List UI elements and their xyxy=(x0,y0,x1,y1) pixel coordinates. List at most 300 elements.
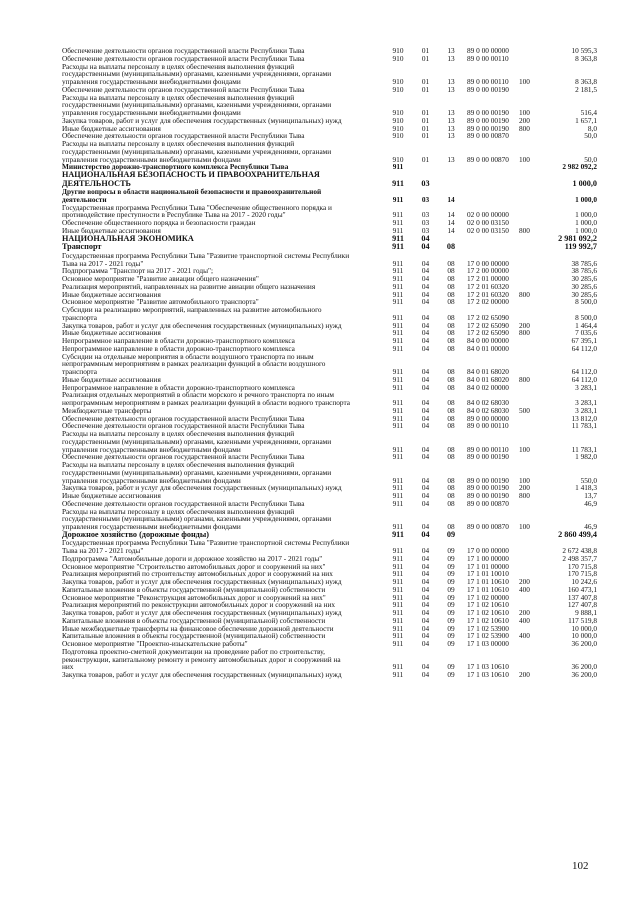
row-name-line: государственными (муниципальными) органами, казенными учреждениями, органами xyxy=(62,100,332,110)
row-name-line: Основное мероприятие "Реконструкция автомобильных дорог и сооружений на них" xyxy=(62,592,326,602)
subsection-code: 08 xyxy=(447,274,455,284)
row-name-line: Основное мероприятие "Проектно-изыскательские работы" xyxy=(62,639,248,649)
amount: 38 785,6 xyxy=(571,258,597,268)
ministry-code: 911 xyxy=(392,281,404,291)
amount: 2 181,5 xyxy=(575,84,597,94)
target-article: 17 1 01 10010 xyxy=(467,569,509,579)
target-article: 17 1 02 10610 xyxy=(467,600,509,610)
table-row xyxy=(62,671,597,679)
ministry-code: 911 xyxy=(392,297,404,307)
target-article: 17 2 01 00000 xyxy=(467,274,509,284)
section-code: 04 xyxy=(421,631,430,641)
target-article: 89 0 00 00190 xyxy=(467,115,509,125)
subsection-code: 09 xyxy=(447,623,455,633)
amount: 13 812,0 xyxy=(571,413,597,423)
section-code: 04 xyxy=(421,615,430,625)
expense-type: 400 xyxy=(519,615,530,625)
row-name-line: Подготовка проектно-сметной документации на проведение работ по строительству, xyxy=(62,646,325,656)
expense-type: 800 xyxy=(519,328,530,338)
ministry-code: 911 xyxy=(392,233,404,243)
section-code: 04 xyxy=(421,662,430,672)
subsection-code: 14 xyxy=(447,218,455,228)
section-code: 04 xyxy=(421,491,430,501)
target-article: 17 1 02 10610 xyxy=(467,608,509,618)
row-name-line: Реализация отдельных мероприятий в области морского и речного транспорта по иным xyxy=(62,390,335,400)
amount: 1 000,0 xyxy=(575,225,597,235)
amount: 30 285,6 xyxy=(571,281,597,291)
expense-type: 800 xyxy=(519,491,530,501)
section-code: 03 xyxy=(421,218,430,228)
target-article: 02 0 00 03150 xyxy=(467,218,509,228)
target-article: 89 0 00 00870 xyxy=(467,522,509,532)
ministry-code: 911 xyxy=(392,444,404,454)
section-code: 04 xyxy=(421,608,430,618)
amount: 1 000,0 xyxy=(572,178,597,188)
subsection-code: 13 xyxy=(447,84,455,94)
row-name-line: Закупка товаров, работ и услуг для обеспечения государственных (муниципальных) нужд xyxy=(62,577,342,587)
ministry-code: 911 xyxy=(392,592,404,602)
target-article: 17 1 03 10610 xyxy=(467,662,509,672)
amount: 50,0 xyxy=(584,131,597,141)
table-row xyxy=(62,306,597,322)
section-code: 04 xyxy=(421,281,430,291)
amount: 8,0 xyxy=(587,123,597,133)
table-row xyxy=(62,188,597,204)
subsection-code: 13 xyxy=(447,53,455,63)
row-name-line: Расходы на выплаты персоналу в целях обеспечения выполнения функций xyxy=(62,506,295,516)
table-row xyxy=(62,353,597,376)
subsection-code: 08 xyxy=(447,367,455,377)
expense-type: 200 xyxy=(519,608,530,618)
table-row xyxy=(62,430,597,453)
subsection-code: 08 xyxy=(446,242,456,252)
target-article: 84 0 00 00000 xyxy=(467,336,509,346)
row-name-line: Иные бюджетные ассигнования xyxy=(62,374,161,384)
target-article: 89 0 00 00190 xyxy=(467,84,509,94)
amount: 10 000,0 xyxy=(571,623,597,633)
subsection-code: 08 xyxy=(447,491,455,501)
section-code: 01 xyxy=(421,46,430,55)
section-code: 04 xyxy=(421,483,430,493)
target-article: 17 1 02 53900 xyxy=(467,623,509,633)
expense-type: 100 xyxy=(519,108,530,117)
section-code: 04 xyxy=(421,452,430,462)
amount: 119 992,7 xyxy=(564,242,597,252)
target-article: 17 1 02 00000 xyxy=(467,592,509,602)
ministry-code: 910 xyxy=(392,154,404,164)
table-row xyxy=(62,508,597,531)
row-name-line: государственными (муниципальными) органами, казенными учреждениями, органами xyxy=(62,436,332,446)
row-name-line: управления государственными внебюджетными фондами xyxy=(62,77,241,86)
row-name-line: Обеспечение деятельности органов государственной власти Республики Тыва xyxy=(62,421,305,431)
amount: 50,0 xyxy=(584,154,597,164)
target-article: 89 0 00 00110 xyxy=(467,77,509,86)
ministry-code: 911 xyxy=(392,553,404,563)
section-code: 04 xyxy=(421,398,430,408)
amount: 13,7 xyxy=(584,491,597,501)
section-code: 04 xyxy=(421,623,430,633)
ministry-code: 911 xyxy=(392,178,404,188)
ministry-code: 911 xyxy=(392,336,404,346)
section-code: 03 xyxy=(421,225,430,235)
amount: 3 283,1 xyxy=(575,398,597,408)
ministry-code: 911 xyxy=(392,320,404,330)
ministry-code: 911 xyxy=(392,529,404,539)
subsection-code: 09 xyxy=(447,553,455,563)
amount: 8 500,0 xyxy=(575,297,597,307)
section-code: 04 xyxy=(421,639,430,649)
target-article: 89 0 00 00000 xyxy=(467,46,509,55)
row-name-line: Капитальные вложения в объекты государственной (муниципальной) собственности xyxy=(62,631,326,641)
target-article: 89 0 00 00870 xyxy=(467,498,509,508)
target-article: 84 0 02 68030 xyxy=(467,405,509,415)
amount: 46,9 xyxy=(584,522,597,532)
row-name-line: Обеспечение деятельности органов государственной власти Республики Тыва xyxy=(62,84,305,94)
row-name-line: Обеспечение деятельности органов государственной власти Республики Тыва xyxy=(62,498,305,508)
amount: 36 200,0 xyxy=(571,670,597,680)
amount: 64 112,0 xyxy=(571,367,597,377)
expense-type: 800 xyxy=(519,225,530,235)
amount: 3 283,1 xyxy=(575,382,597,392)
target-article: 17 1 01 10610 xyxy=(467,577,509,587)
section-code: 04 xyxy=(421,374,430,384)
amount: 170 715,8 xyxy=(567,569,597,579)
section-code: 01 xyxy=(421,131,430,141)
subsection-code: 08 xyxy=(447,398,455,408)
table-row xyxy=(62,140,597,163)
row-name-line: Подпрограмма "Транспорт на 2017 - 2021 годы"; xyxy=(62,266,213,276)
subsection-code: 08 xyxy=(447,421,455,431)
subsection-code: 09 xyxy=(446,529,456,539)
section-code: 04 xyxy=(421,444,430,454)
ministry-code: 910 xyxy=(392,115,404,125)
row-name-line: НАЦИОНАЛЬНАЯ ЭКОНОМИКА xyxy=(62,233,194,243)
section-code: 01 xyxy=(421,123,430,133)
subsection-code: 14 xyxy=(447,225,455,235)
expense-type: 400 xyxy=(519,631,530,641)
expense-type: 500 xyxy=(519,405,530,415)
section-code: 04 xyxy=(421,584,430,594)
row-name-line: Непрограммное направление в области дорожно-транспортного комплекса xyxy=(62,382,295,392)
expense-type: 800 xyxy=(519,374,530,384)
row-name-line: Обеспечение общественного порядка и безопасности граждан xyxy=(62,218,256,228)
subsection-code: 09 xyxy=(447,600,455,610)
row-name-line: Основное мероприятие "Развитие авиации общего назначения" xyxy=(62,274,259,284)
row-name-line: управления государственными внебюджетными фондами xyxy=(62,444,241,454)
row-name-line: Закупка товаров, работ и услуг для обеспечения государственных (муниципальных) нужд xyxy=(62,483,342,493)
ministry-code: 911 xyxy=(392,639,404,649)
row-name-line: Обеспечение деятельности органов государственной власти Республики Тыва xyxy=(62,53,305,63)
target-article: 89 0 00 00190 xyxy=(467,108,509,117)
ministry-code: 911 xyxy=(392,367,404,377)
row-name-line: деятельности xyxy=(62,194,107,204)
amount: 30 285,6 xyxy=(571,289,597,299)
target-article: 84 0 02 68030 xyxy=(467,398,509,408)
section-code: 01 xyxy=(421,115,430,125)
row-name-line: Обеспечение деятельности органов государственной власти Республики Тыва xyxy=(62,46,305,55)
ministry-code: 911 xyxy=(392,258,404,268)
row-name-line: непрограммным мероприятиям в рамках реализации функций в области воздушного xyxy=(62,359,326,369)
target-article: 17 2 00 00000 xyxy=(467,266,509,276)
row-name xyxy=(62,171,384,188)
row-name-line: Транспорт xyxy=(62,242,102,252)
row-name-line: Субсидии на реализацию мероприятий, направленных на развитие автомобильного xyxy=(62,305,322,315)
subsection-code: 08 xyxy=(447,452,455,462)
subsection-code: 08 xyxy=(447,343,455,353)
section-code: 04 xyxy=(421,475,430,485)
row-name-line: Тыва на 2017 - 2021 годы" xyxy=(62,258,144,268)
ministry-code: 911 xyxy=(392,343,404,353)
target-article: 02 0 00 03150 xyxy=(467,225,509,235)
row-name xyxy=(62,353,384,376)
expense-type: 100 xyxy=(519,475,530,485)
ministry-code: 911 xyxy=(392,569,404,579)
subsection-code: 09 xyxy=(447,569,455,579)
amount: 10 595,3 xyxy=(571,46,597,55)
amount: 7 035,6 xyxy=(575,328,597,338)
subsection-code: 08 xyxy=(447,483,455,493)
row-name-line: государственными (муниципальными) органами, казенными учреждениями, органами xyxy=(62,146,332,156)
ministry-code: 911 xyxy=(392,577,404,587)
table-row xyxy=(62,391,597,407)
subsection-code: 14 xyxy=(447,210,455,220)
section-code: 04 xyxy=(421,336,430,346)
row-name-line: Реализация мероприятий по реконструкции автомобильных дорог и сооружений на них xyxy=(62,600,336,610)
row-name-line: Подпрограмма "Автомобильные дороги и дорожное хозяйство на 2017 - 2021 годы" xyxy=(62,553,323,563)
amount: 64 112,0 xyxy=(571,374,597,384)
row-name-line: управления государственными внебюджетными фондами xyxy=(62,154,241,164)
row-name xyxy=(62,671,384,679)
amount: 117 519,8 xyxy=(568,615,597,625)
table-row xyxy=(62,235,597,244)
section-code: 04 xyxy=(421,258,430,268)
ministry-code: 911 xyxy=(392,398,404,408)
row-name-line: Дорожное хозяйство (дорожные фонды) xyxy=(62,529,209,539)
subsection-code: 09 xyxy=(447,631,455,641)
section-code: 04 xyxy=(421,421,430,431)
row-name-line: ДЕЯТЕЛЬНОСТЬ xyxy=(62,178,131,188)
section-code: 04 xyxy=(421,529,430,539)
subsection-code: 08 xyxy=(447,320,455,330)
amount: 11 783,1 xyxy=(571,444,597,454)
row-name-line: Иные бюджетные ассигнования xyxy=(62,491,161,501)
subsection-code: 14 xyxy=(447,194,455,204)
row-name-line: Расходы на выплаты персоналу в целях обеспечения выполнения функций xyxy=(62,429,295,439)
expense-type: 100 xyxy=(519,154,530,164)
amount: 1 418,3 xyxy=(575,483,597,493)
row-name xyxy=(62,306,384,322)
table-row xyxy=(62,63,597,86)
row-name-line: управления государственными внебюджетными фондами xyxy=(62,475,241,485)
row-name xyxy=(62,461,384,484)
target-article: 17 1 02 53900 xyxy=(467,631,509,641)
amount: 1 000,0 xyxy=(575,194,597,204)
amount: 2 982 092,2 xyxy=(562,162,597,172)
row-name-line: реконструкции, капитальному ремонту и ремонту автомобильных дорог и сооружений на xyxy=(62,654,341,664)
subsection-code: 08 xyxy=(447,522,455,532)
table-row xyxy=(62,171,597,188)
row-name xyxy=(62,63,384,86)
subsection-code: 08 xyxy=(447,382,455,392)
row-name xyxy=(62,508,384,531)
subsection-code: 08 xyxy=(447,328,455,338)
subsection-code: 09 xyxy=(447,592,455,602)
subsection-code: 13 xyxy=(447,77,455,86)
expense-type: 200 xyxy=(519,115,530,125)
subsection-code: 09 xyxy=(447,615,455,625)
amount: 1 657,1 xyxy=(575,115,597,125)
section-code: 04 xyxy=(421,592,430,602)
target-article: 89 0 00 00870 xyxy=(467,154,509,164)
ministry-code: 911 xyxy=(392,498,404,508)
section-code: 03 xyxy=(421,194,430,204)
ministry-code: 911 xyxy=(392,662,404,672)
amount: 1 000,0 xyxy=(575,210,597,220)
subsection-code: 13 xyxy=(447,46,455,55)
amount: 64 112,0 xyxy=(571,343,597,353)
subsection-code: 09 xyxy=(447,546,455,556)
subsection-code: 08 xyxy=(447,444,455,454)
ministry-code: 911 xyxy=(392,452,404,462)
expense-type: 800 xyxy=(519,289,530,299)
ministry-code: 911 xyxy=(392,289,404,299)
section-code: 04 xyxy=(421,343,430,353)
row-name-line: управления государственными внебюджетными фондами xyxy=(62,522,241,532)
subsection-code: 13 xyxy=(447,115,455,125)
target-article: 89 0 00 00190 xyxy=(467,483,509,493)
budget-table xyxy=(62,47,597,679)
row-name-line: Тыва на 2017 - 2021 годы" xyxy=(62,546,144,556)
row-name-line: Непрограммное направление в области дорожно-транспортного комплекса xyxy=(62,343,295,353)
amount: 2 981 092,2 xyxy=(558,233,597,243)
expense-type: 200 xyxy=(519,483,530,493)
subsection-code: 08 xyxy=(447,336,455,346)
row-name xyxy=(62,235,384,244)
expense-type: 100 xyxy=(519,77,530,86)
expense-type: 100 xyxy=(519,522,530,532)
subsection-code: 08 xyxy=(447,405,455,415)
target-article: 17 1 03 00000 xyxy=(467,639,509,649)
row-name-line: Капитальные вложения в объекты государственной (муниципальной) собственности xyxy=(62,615,326,625)
table-row xyxy=(62,252,597,268)
subsection-code: 09 xyxy=(447,608,455,618)
subsection-code: 09 xyxy=(447,561,455,571)
row-name-line: Государственная программа Республики Тыва "Обеспечение общественного порядка и xyxy=(62,202,332,212)
row-name xyxy=(62,204,384,220)
target-article: 17 1 00 00000 xyxy=(467,553,509,563)
subsection-code: 08 xyxy=(447,498,455,508)
target-article: 84 0 01 68020 xyxy=(467,374,509,384)
amount: 550,0 xyxy=(580,475,597,485)
row-name xyxy=(62,430,384,453)
ministry-code: 910 xyxy=(392,84,404,94)
subsection-code: 09 xyxy=(447,639,455,649)
subsection-code: 08 xyxy=(447,475,455,485)
ministry-code: 911 xyxy=(392,615,404,625)
amount: 11 783,1 xyxy=(571,421,597,431)
row-name-line: Основное мероприятие "Строительство автомобильных дорог и сооружений на них" xyxy=(62,561,326,571)
amount: 516,4 xyxy=(580,108,597,117)
amount: 1 982,0 xyxy=(575,452,597,462)
ministry-code: 911 xyxy=(392,274,404,284)
section-code: 04 xyxy=(421,320,430,330)
ministry-code: 911 xyxy=(392,194,404,204)
section-code: 04 xyxy=(421,274,430,284)
row-name-line: Обеспечение деятельности органов государственной власти Республики Тыва xyxy=(62,413,305,423)
table-row xyxy=(62,204,597,220)
section-code: 04 xyxy=(421,297,430,307)
ministry-code: 911 xyxy=(392,483,404,493)
row-name-line: государственными (муниципальными) органами, казенными учреждениями, органами xyxy=(62,69,332,79)
section-code: 04 xyxy=(421,670,430,680)
section-code: 04 xyxy=(421,328,430,338)
amount: 10 000,0 xyxy=(571,631,597,641)
target-article: 89 0 00 00190 xyxy=(467,491,509,501)
page-number: 102 xyxy=(572,860,589,872)
target-article: 84 0 02 00000 xyxy=(467,382,509,392)
ministry-code: 911 xyxy=(392,623,404,633)
target-article: 89 0 00 00110 xyxy=(467,444,509,454)
row-name-line: противодействие преступности в Республике Тыва на 2017 - 2020 годы" xyxy=(62,210,286,220)
target-article: 17 1 03 10610 xyxy=(467,670,509,680)
row-name-line: непрограммным мероприятиям в рамках реализации функций в области водного транспорта xyxy=(62,398,350,408)
subsection-code: 09 xyxy=(447,662,455,672)
target-article: 17 2 02 65090 xyxy=(467,328,509,338)
expense-type: 200 xyxy=(519,670,530,680)
row-name-line: Реализация мероприятий, направленных на развитие авиации общего назначения xyxy=(62,281,316,291)
ministry-code: 911 xyxy=(392,242,404,252)
target-article: 17 1 01 00000 xyxy=(467,561,509,571)
amount: 137 407,8 xyxy=(567,592,597,602)
row-name-line: государственными (муниципальными) органами, казенными учреждениями, органами xyxy=(62,514,332,524)
target-article: 17 2 01 60320 xyxy=(467,281,509,291)
ministry-code: 911 xyxy=(392,546,404,556)
target-article: 17 1 02 10610 xyxy=(467,615,509,625)
row-name-line: Закупка товаров, работ и услуг для обеспечения государственных (муниципальных) нужд xyxy=(62,670,342,680)
target-article: 89 0 00 00110 xyxy=(467,421,509,431)
section-code: 04 xyxy=(421,367,430,377)
row-name xyxy=(62,140,384,163)
ministry-code: 910 xyxy=(392,108,404,117)
section-code: 01 xyxy=(421,154,430,164)
section-code: 04 xyxy=(421,569,430,579)
amount: 2 860 499,4 xyxy=(558,529,597,539)
row-name-line: Непрограммное направление в области дорожно-транспортного комплекса xyxy=(62,336,295,346)
ministry-code: 911 xyxy=(392,218,404,228)
amount: 127 407,8 xyxy=(567,600,597,610)
section-code: 03 xyxy=(421,210,430,220)
target-article: 89 0 00 00110 xyxy=(467,53,509,63)
section-code: 04 xyxy=(421,382,430,392)
amount: 46,9 xyxy=(584,498,597,508)
section-code: 03 xyxy=(421,178,430,188)
section-code: 04 xyxy=(421,242,430,252)
subsection-code: 08 xyxy=(447,312,455,322)
target-article: 17 0 00 00000 xyxy=(467,546,509,556)
table-row xyxy=(62,539,597,555)
ministry-code: 911 xyxy=(392,631,404,641)
row-name xyxy=(62,391,384,407)
amount: 3 283,1 xyxy=(575,405,597,415)
row-name-line: Основное мероприятие "Развитие автомобильного транспорта" xyxy=(62,297,259,307)
ministry-code: 910 xyxy=(392,123,404,133)
target-article: 84 0 01 68020 xyxy=(467,367,509,377)
section-code: 04 xyxy=(421,546,430,556)
amount: 8 500,0 xyxy=(575,312,597,322)
target-article: 17 2 01 60320 xyxy=(467,289,509,299)
section-code: 01 xyxy=(421,84,430,94)
row-name-line: Закупка товаров, работ и услуг для обеспечения государственных (муниципальных) нужд xyxy=(62,608,342,618)
